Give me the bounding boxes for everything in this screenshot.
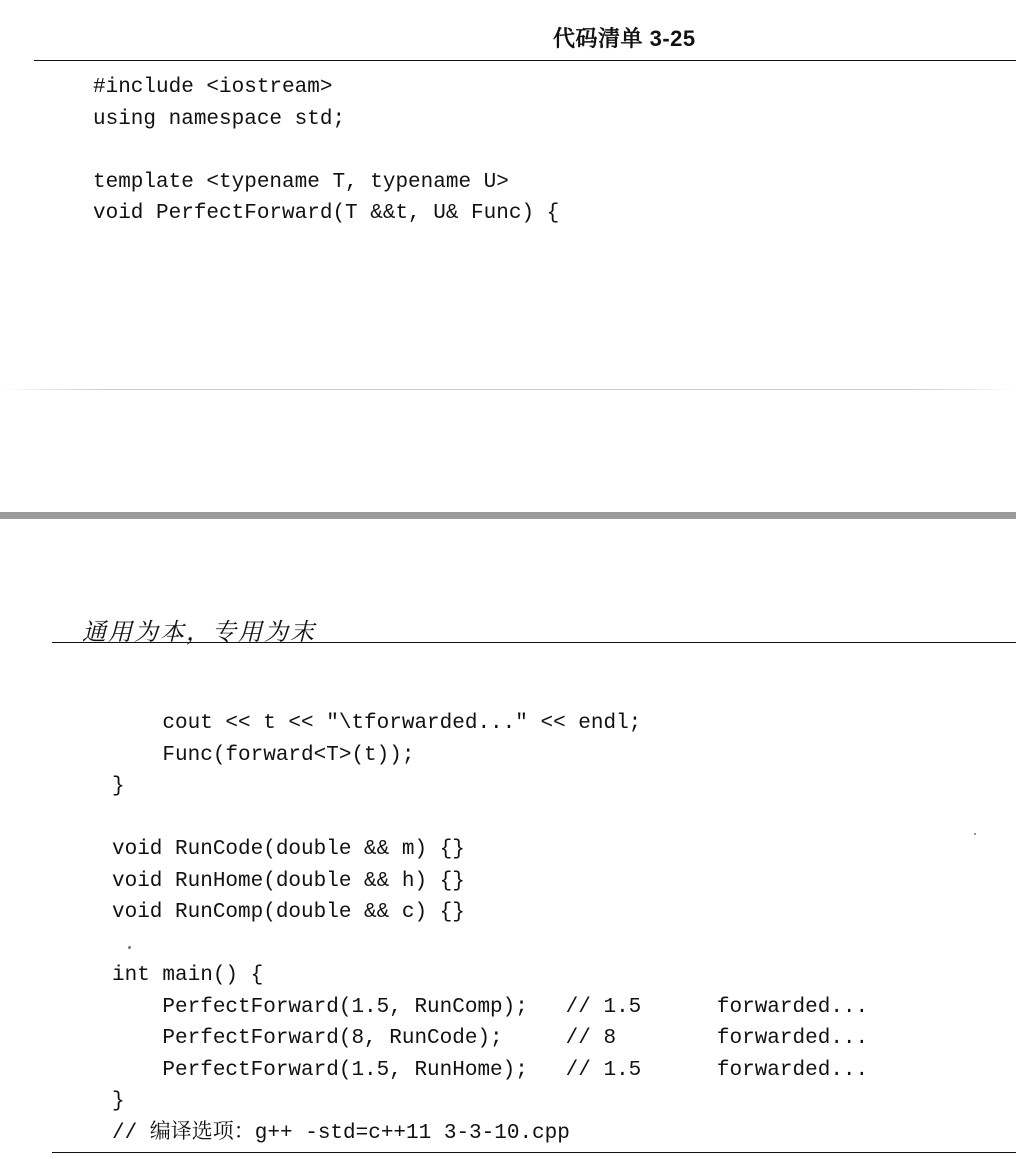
code-line: PerfectForward(8, RunCode); // 8 forwarded... xyxy=(112,1027,869,1050)
running-head: 通用为本，专用为末 xyxy=(82,618,316,646)
code-line: using namespace std; xyxy=(93,107,346,131)
running-head-rule xyxy=(52,642,1016,643)
code-line: PerfectForward(1.5, RunComp); // 1.5 forwarded... xyxy=(112,995,869,1019)
code-block-bottom xyxy=(112,708,868,1149)
code-block-top xyxy=(93,72,559,230)
code-line: } xyxy=(112,775,125,798)
code-line: } xyxy=(112,1090,125,1113)
code-line: template <typename T, typename U> xyxy=(93,170,509,194)
bottom-rule xyxy=(52,1152,1016,1153)
listing-title: 代码清单 3-25 xyxy=(553,26,696,51)
code-line: void RunCode(double && m) {} xyxy=(112,838,465,861)
code-line: // 编译选项：g++ -std=c++11 3-3-10.cpp xyxy=(112,1121,570,1145)
code-line xyxy=(93,135,559,167)
code-line: Func(forward<T>(t)); xyxy=(112,743,415,767)
code-line xyxy=(112,803,868,835)
scan-speck xyxy=(128,946,131,949)
code-line: #include <iostream> xyxy=(93,76,333,99)
code-line: int main() { xyxy=(112,964,264,987)
code-line: cout << t << "\tforwarded..." << endl; xyxy=(112,712,642,735)
code-line: void PerfectForward(T &&t, U& Func) { xyxy=(93,202,560,225)
page-divider xyxy=(0,512,1016,519)
code-line: void RunHome(double && h) {} xyxy=(112,869,465,893)
scan-speck xyxy=(974,833,976,835)
code-line: void RunComp(double && c) {} xyxy=(112,901,465,924)
scan-artifact-line xyxy=(0,389,1016,390)
top-rule xyxy=(34,60,1016,61)
code-line xyxy=(112,929,868,961)
code-line: PerfectForward(1.5, RunHome); // 1.5 forwarded... xyxy=(112,1058,869,1082)
